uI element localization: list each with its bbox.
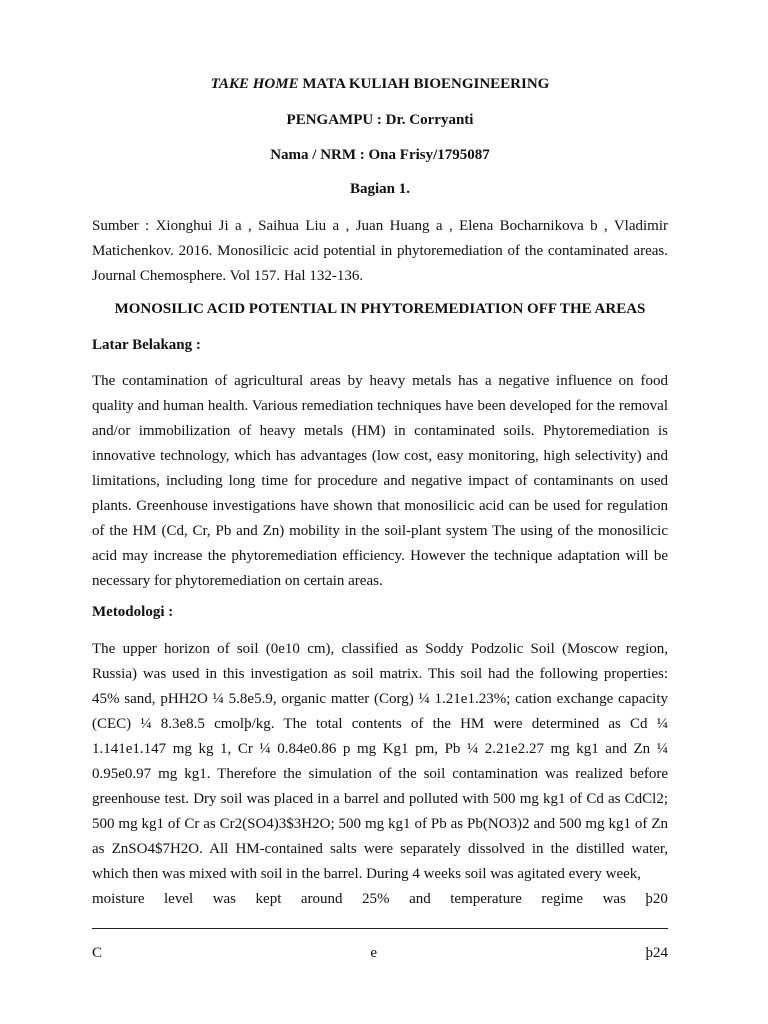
last-line-word: was	[602, 891, 626, 907]
section-label: Bagian 1.	[349, 181, 410, 197]
page-footer	[92, 945, 668, 962]
methodology-heading: Metodologi :	[92, 604, 174, 620]
background-heading: Latar Belakang :	[92, 337, 201, 353]
source-citation: Sumber : Xionghui Ji a , Saihua Liu a , Juan Huang a , Elena Bocharnikova b , Vladimir Matichenkov. 2016. Monosilicic acid potential in phytoremediation of the contaminated areas. Journal Chemosphere. Vol 157. Hal 132-136.	[92, 218, 668, 284]
last-line-word: kept	[255, 891, 282, 907]
last-line-word: 25%	[362, 891, 390, 907]
methodology-paragraph	[92, 637, 668, 912]
title-italic: TAKE HOME	[210, 76, 299, 92]
last-line-word: moisture	[92, 891, 145, 907]
methodology-last-line	[92, 887, 668, 912]
background-paragraph: The contamination of agricultural areas by heavy metals has a negative influence on food quality and human health. Various remediation techniques have been developed for the removal and/or immobilization of heavy metals (HM) in contaminated soils. Phytoremediation is innovative technology, which has advantages (low cost, easy monitoring, high selectivity) and limitations, including long time for procedure and negative impact of contaminants on used plants. Greenhouse investigations have shown that monosilicic acid can be used for regulation of the HM (Cd, Cr, Pb and Zn) mobility in the soil-plant system The using of the monosilicic acid may increase the phytoremediation efficiency. However the technique adaptation will be necessary for phytoremediation on certain areas.	[92, 373, 668, 589]
document-title	[92, 76, 668, 93]
last-line-word: level	[164, 891, 194, 907]
footer-rule	[92, 928, 668, 929]
footer-right: þ24	[645, 945, 668, 961]
last-line-word: and	[409, 891, 431, 907]
last-line-word: around	[300, 891, 343, 907]
lecturer-line: PENGAMPU : Dr. Corryanti	[286, 112, 474, 128]
footer-left: C	[92, 945, 103, 961]
footer-center: e	[370, 945, 378, 961]
title-rest: MATA KULIAH BIOENGINEERING	[298, 76, 550, 92]
last-line-word: þ20	[645, 891, 668, 907]
last-line-word: was	[212, 891, 237, 907]
last-line-word: regime	[541, 891, 584, 907]
student-line: Nama / NRM : Ona Frisy/1795087	[270, 147, 490, 163]
methodology-text: The upper horizon of soil (0e10 cm), classified as Soddy Podzolic Soil (Moscow region, Russia) was used in this investigation as soil matrix. This soil had the following properties: 45% sand, pHH2O ¼ 5.8e5.9, organic matter (Corg) ¼ 1.21e1.23%; cation exchange capacity (CEC) ¼ 8.3e8.5 cmolþ/kg. The total contents of the HM were determined as Cd ¼ 1.141e1.147 mg kg 1, Cr ¼ 0.84e0.86 p mg Kg1 pm, Pb ¼ 2.21e2.27 mg kg1 and Zn ¼ 0.95e0.97 mg kg1. Therefore the simulation of the soil contamination was realized before greenhouse test. Dry soil was placed in a barrel and polluted with 500 mg kg1 of Cd as CdCl2; 500 mg kg1 of Cr as Cr2(SO4)3$3H2O; 500 mg kg1 of Pb as Pb(NO3)2 and 500 mg kg1 of Zn as ZnSO4$7H2O. All HM-contained salts were separately dissolved in the distilled water, which then was mixed with soil in the barrel. During 4 weeks soil was agitated every week,	[92, 641, 668, 882]
last-line-word: temperature	[450, 891, 522, 907]
article-title: MONOSILIC ACID POTENTIAL IN PHYTOREMEDIATION OFF THE AREAS	[114, 301, 646, 317]
